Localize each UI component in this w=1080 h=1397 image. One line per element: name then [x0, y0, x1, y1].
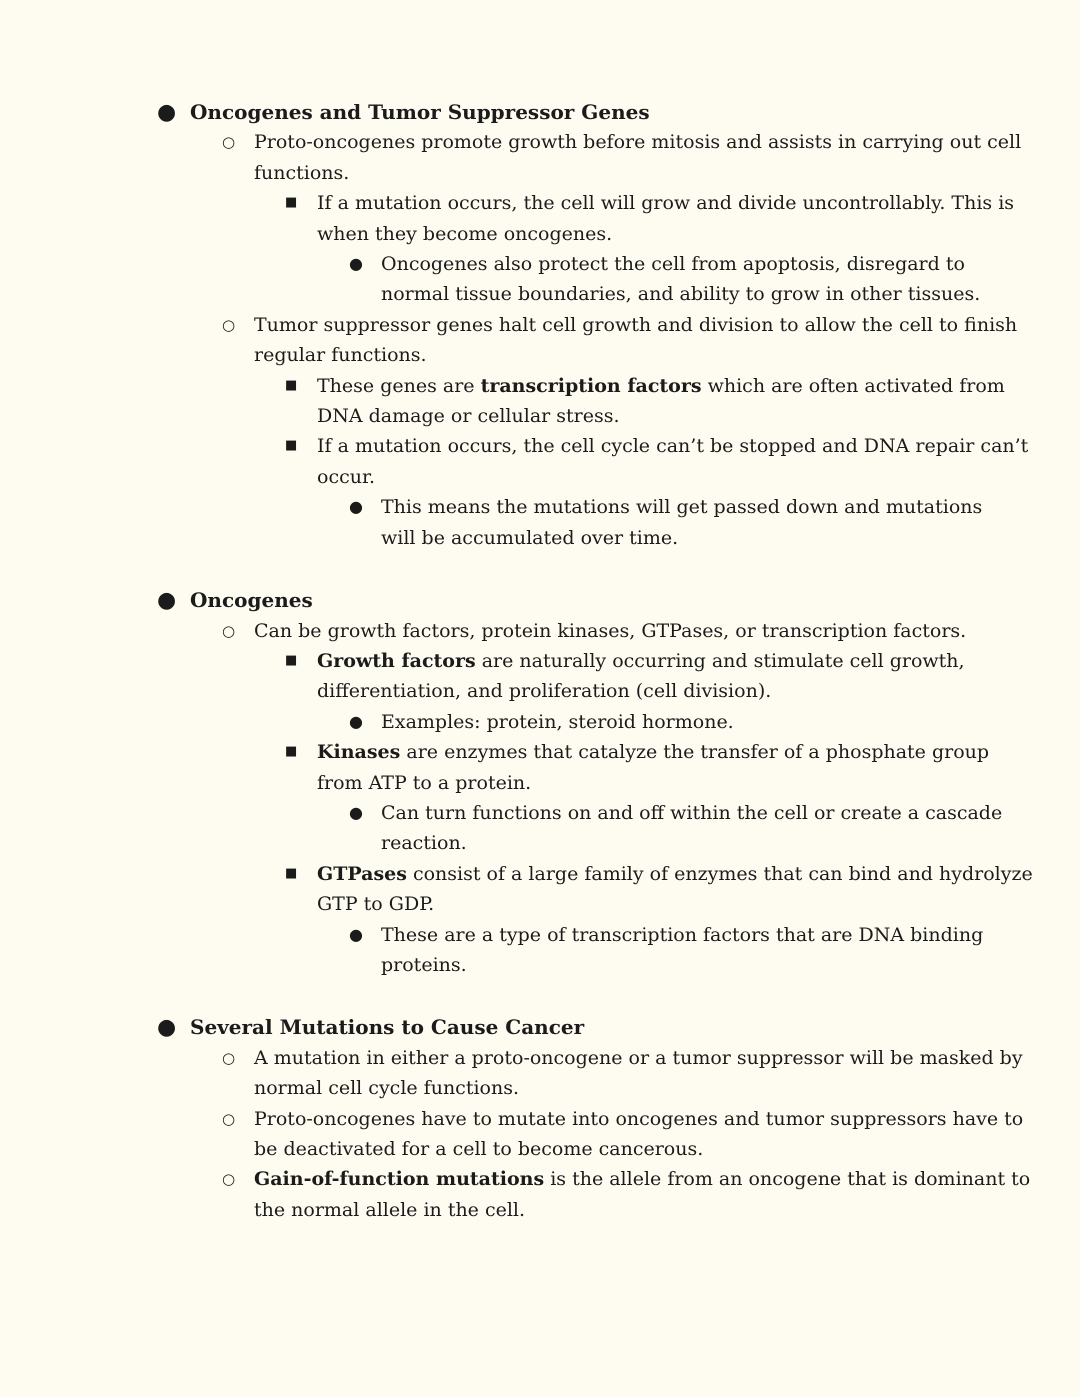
bullet-disc-icon: ●	[349, 254, 363, 274]
list-item: ■ Kinases are enzymes that catalyze the transfer of a phosphate group	[0, 737, 1080, 767]
list-item-continuation: will be accumulated over time.	[381, 526, 679, 549]
section-gap	[0, 553, 1080, 585]
section-heading: ● Several Mutations to Cause Cancer	[0, 1012, 1080, 1042]
bullet-square-icon: ■	[285, 865, 298, 881]
list-item: ○ A mutation in either a proto-oncogene or a tumor suppressor will be masked by	[0, 1043, 1080, 1073]
list-item: ○ Gain-of-function mutations is the allele from an oncogene that is dominant to	[0, 1164, 1080, 1194]
list-item-continuation: differentiation, and proliferation (cell division).	[317, 680, 772, 703]
bullet-circle-icon: ○	[222, 133, 236, 152]
bullet-circle-icon: ○	[222, 315, 236, 334]
bullet-disc-icon: ●	[349, 497, 363, 517]
bullet-square-icon: ■	[285, 377, 298, 393]
list-item-continuation: regular functions.	[254, 344, 427, 367]
list-item-continuation: reaction.	[381, 832, 467, 855]
list-item: ○ Tumor suppressor genes halt cell growth and division to allow the cell to finish	[0, 310, 1080, 340]
bullet-disc-icon: ●	[157, 587, 177, 614]
bullet-disc-icon: ●	[157, 99, 177, 125]
bullet-disc-icon: ●	[349, 924, 363, 944]
section-gap	[0, 980, 1080, 1012]
list-item-continuation: occur.	[317, 465, 375, 488]
list-item: ● Can turn functions on and off within the cell or create a cascade	[0, 798, 1080, 828]
bullet-disc-icon: ●	[349, 802, 363, 822]
bullet-square-icon: ■	[285, 652, 298, 668]
list-item: ○ Can be growth factors, protein kinases, GTPases, or transcription factors.	[0, 616, 1080, 646]
list-item: ● This means the mutations will get passed down and mutations	[0, 492, 1080, 522]
list-item-continuation: when they become oncogenes.	[317, 222, 613, 245]
list-item-continuation: from ATP to a protein.	[317, 771, 532, 794]
bullet-circle-icon: ○	[222, 1170, 236, 1189]
section-heading: ● Oncogenes	[0, 585, 1080, 615]
bullet-disc-icon: ●	[349, 711, 363, 731]
list-item-continuation: be deactivated for a cell to become cancerous.	[254, 1138, 704, 1160]
list-item-continuation: normal cell cycle functions.	[254, 1077, 519, 1100]
section-heading: ● Oncogenes and Tumor Suppressor Genes	[0, 97, 1080, 127]
list-item-continuation: GTP to GDP.	[317, 893, 435, 916]
bullet-circle-icon: ○	[222, 1048, 236, 1067]
list-item-continuation: the normal allele in the cell.	[254, 1198, 526, 1221]
list-item: ■ These genes are transcription factors which are often activated from	[0, 371, 1080, 401]
list-item-continuation: proteins.	[381, 953, 467, 976]
list-item-continuation: functions.	[254, 161, 350, 184]
list-item: ■ If a mutation occurs, the cell cycle can’t be stopped and DNA repair can’t	[0, 431, 1080, 461]
list-item: ● These are a type of transcription factors that are DNA binding	[0, 920, 1080, 950]
notes-page	[0, 97, 1080, 1225]
bullet-square-icon: ■	[285, 195, 298, 211]
list-item-continuation: normal tissue boundaries, and ability to grow in other tissues.	[381, 283, 981, 306]
list-item: ■ Growth factors are naturally occurring and stimulate cell growth,	[0, 646, 1080, 676]
list-item: ○ Proto-oncogenes have to mutate into oncogenes and tumor suppressors have to	[0, 1104, 1080, 1134]
list-item: ■ If a mutation occurs, the cell will grow and divide uncontrollably. This is	[0, 188, 1080, 218]
list-item-continuation: DNA damage or cellular stress.	[317, 405, 620, 428]
bullet-square-icon: ■	[285, 438, 298, 454]
list-item: ■ GTPases consist of a large family of enzymes that can bind and hydrolyze	[0, 859, 1080, 889]
bullet-square-icon: ■	[285, 744, 298, 760]
list-item: ● Oncogenes also protect the cell from apoptosis, disregard to	[0, 249, 1080, 279]
bullet-disc-icon: ●	[157, 1014, 177, 1041]
list-item: ● Examples: protein, steroid hormone.	[0, 707, 1080, 737]
bullet-circle-icon: ○	[222, 1109, 236, 1128]
bullet-circle-icon: ○	[222, 621, 236, 640]
list-item: ○ Proto-oncogenes promote growth before mitosis and assists in carrying out cell	[0, 127, 1080, 157]
